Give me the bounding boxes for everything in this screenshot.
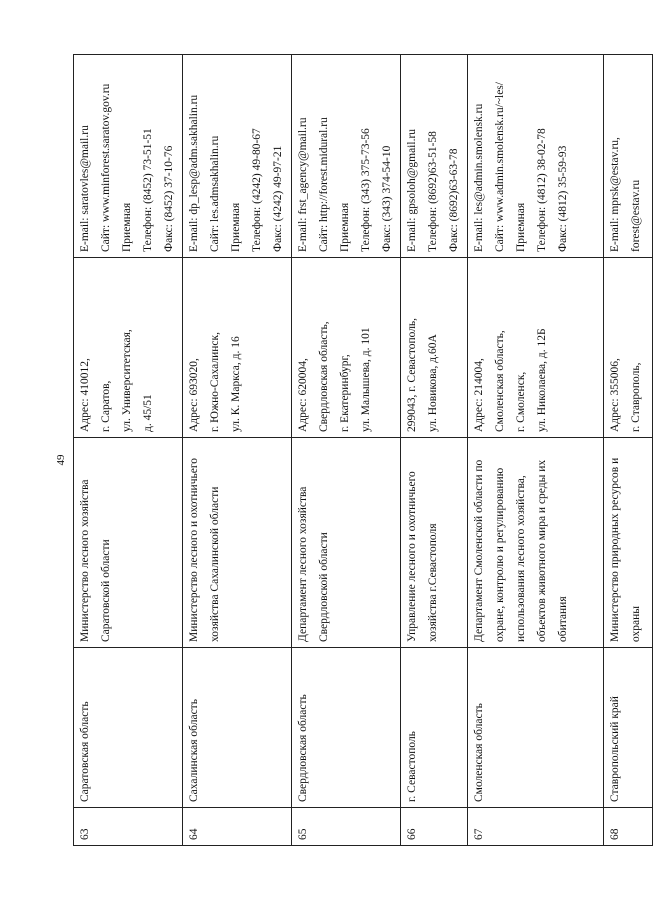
address-line: ул. К. Маркса, д. 16 (230, 336, 242, 432)
contact-line: Телефон: (8452) 73-51-51 (142, 128, 154, 252)
contact-line: Приемная (515, 202, 527, 252)
address-cell (183, 258, 292, 438)
rotated-table-container (73, 54, 642, 846)
contact-line: Телефон: (4812) 38-02-78 (536, 128, 548, 252)
table-row (604, 55, 653, 846)
table-row (401, 55, 468, 846)
address-line: г. Екатеринбург, (339, 354, 351, 432)
row-number: 66 (401, 808, 468, 846)
contact-line: Сайт: www.minforest.saratov.gov.ru (100, 83, 112, 252)
region-name: Смоленская область (468, 648, 604, 808)
contact-line: Сайт: www.admin.smolensk.ru/~les/ (494, 82, 506, 252)
contact-line: Факс: (4242) 49-97-21 (272, 145, 284, 252)
table-row (183, 55, 292, 846)
contact-line: E-mail: gpsoloh@gmail.ru (406, 128, 418, 252)
table-row (468, 55, 604, 846)
organization-name (604, 438, 653, 648)
address-line: Свердловская область, (318, 321, 330, 432)
region-name: Свердловская область (292, 648, 401, 808)
address-cell (292, 258, 401, 438)
region-name: Сахалинская область (183, 648, 292, 808)
row-number: 67 (468, 808, 604, 846)
contact-line: Приемная (230, 202, 242, 252)
table-row (74, 55, 183, 846)
contact-line: Приемная (121, 202, 133, 252)
region-name: г. Севастополь (401, 648, 468, 808)
organization-text: Министерство природных ресурсов и охраны (609, 457, 642, 642)
organization-text: Управление лесного и охотничьего хозяйства г.Севастополя (406, 471, 439, 642)
address-line: Смоленская область, (494, 330, 506, 432)
address-line: г. Южно-Сахалинск, (209, 331, 221, 432)
region-name: Ставропольский край (604, 648, 653, 808)
organizations-table (73, 54, 653, 846)
organization-name (401, 438, 468, 648)
contact-line: forest@estav.ru (630, 179, 642, 252)
organization-name (468, 438, 604, 648)
address-line: ул. Университетская, (121, 329, 133, 432)
contact-line: Факс: (8692)63-63-78 (448, 148, 460, 252)
region-name: Саратовская область (74, 648, 183, 808)
contact-line: Сайт: http://forest.midural.ru (318, 117, 330, 252)
organization-text: Департамент Смоленской области по охране, контролю и регулированию использования лесного хозяйства, объектов животного мира и среды их обитания (473, 459, 569, 642)
contact-line: Сайт: les.admsakhalin.ru (209, 135, 221, 252)
contacts-cell (401, 55, 468, 258)
address-line: ул. Малышева, д. 101 (360, 327, 372, 432)
contact-line: Телефон: (4242) 49-80-67 (251, 128, 263, 252)
address-cell (401, 258, 468, 438)
address-cell (604, 258, 653, 438)
organization-name (292, 438, 401, 648)
address-line: 299043, г. Севастополь, (406, 317, 418, 432)
address-cell (468, 258, 604, 438)
address-line: г. Ставрополь, (630, 362, 642, 432)
organization-name (74, 438, 183, 648)
contacts-cell (292, 55, 401, 258)
page-number: 49 (55, 454, 67, 466)
contact-line: Телефон: (8692)63-51-58 (427, 131, 439, 252)
address-line: Адрес: 410012, (79, 358, 91, 432)
contacts-cell (468, 55, 604, 258)
organization-name (183, 438, 292, 648)
address-cell (74, 258, 183, 438)
address-line: ул. Новикова, д.60А (427, 334, 439, 432)
row-number: 64 (183, 808, 292, 846)
row-number: 63 (74, 808, 183, 846)
address-line: Адрес: 355006, (609, 358, 621, 432)
contact-line: E-mail: mprsk@estav.ru, (609, 137, 621, 252)
row-number: 68 (604, 808, 653, 846)
address-line: ул. Николаева, д. 12Б (536, 328, 548, 432)
table-row (292, 55, 401, 846)
contact-line: Приемная (339, 202, 351, 252)
contact-line: E-mail: saratovles@mail.ru (79, 125, 91, 252)
contact-line: Факс: (4812) 35-59-93 (557, 145, 569, 252)
contacts-cell (183, 55, 292, 258)
contacts-cell (74, 55, 183, 258)
contact-line: Телефон: (343) 375-73-56 (360, 128, 372, 252)
address-line: Адрес: 214004, (473, 358, 485, 432)
organization-text: Министерство лесного и охотничьего хозяйства Сахалинской области (188, 457, 221, 642)
contact-line: E-mail: les@admin.smolensk.ru (473, 103, 485, 252)
contacts-cell (604, 55, 653, 258)
address-line: Адрес: 693020, (188, 358, 200, 432)
address-line: г. Саратов, (100, 380, 112, 432)
contact-line: Факс: (343) 374-54-10 (381, 145, 393, 252)
contact-line: Факс: (8452) 37-10-76 (163, 145, 175, 252)
row-number: 65 (292, 808, 401, 846)
organization-text: Департамент лесного хозяйства Свердловской области (297, 486, 330, 642)
address-line: г. Смоленск, (515, 371, 527, 432)
contact-line: E-mail: frst_agency@mail.ru (297, 117, 309, 252)
address-line: Адрес: 620004, (297, 358, 309, 432)
address-line: д. 45/51 (142, 394, 154, 432)
organization-text: Министерство лесного хозяйства Саратовской области (79, 479, 112, 642)
contact-line: E-mail: dp_lesp@adm.sakhalin.ru (188, 94, 200, 252)
